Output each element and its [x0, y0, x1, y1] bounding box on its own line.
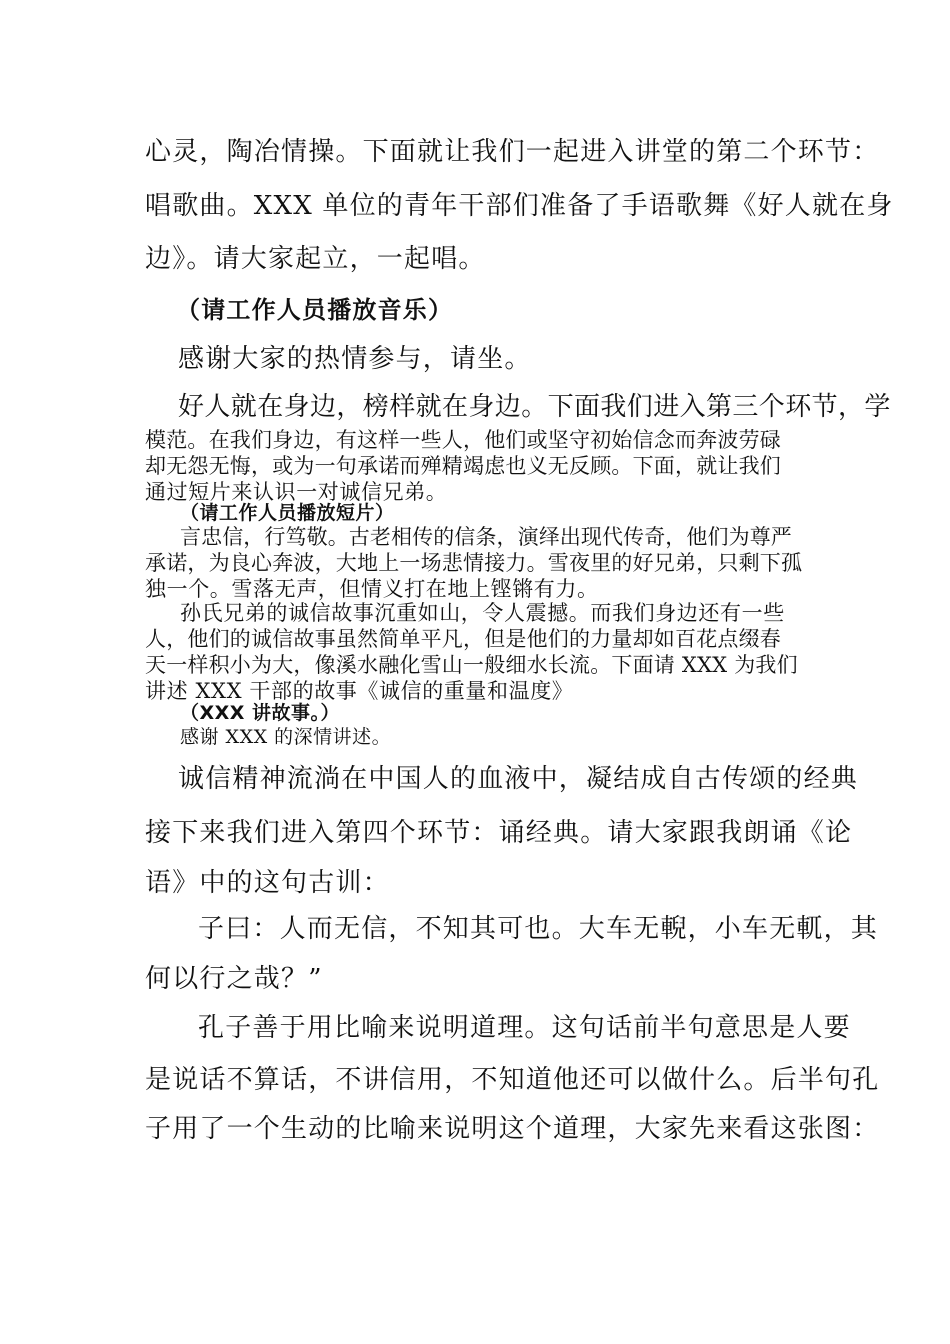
paragraph-line: 独一个。雪落无声，但情义打在地上铿锵有力。: [145, 577, 599, 601]
paragraph-line: 孙氏兄弟的诚信故事沉重如山，令人震撼。而我们身边还有一些: [180, 601, 785, 625]
quote-line: 何以行之哉？”: [145, 964, 323, 994]
paragraph-line: 子用了一个生动的比喻来说明这个道理，大家先来看这张图：: [145, 1114, 880, 1144]
paragraph-line: 却无怨无悔，或为一句承诺而殚精竭虑也义无反顾。下面，就让我们: [145, 454, 781, 478]
paragraph-line: 是说话不算话，不讲信用，不知道他还可以做什么。后半句孔: [145, 1065, 880, 1095]
paragraph-line: 模范。在我们身边，有这样一些人，他们或坚守初始信念而奔波劳碌: [145, 428, 781, 452]
paragraph-line: 接下来我们进入第四个环节：诵经典。请大家跟我朗诵《论: [145, 818, 853, 848]
paragraph-line: 唱歌曲。XXX 单位的青年干部们准备了手语歌舞《好人就在身: [145, 191, 894, 221]
paragraph-line: 边》。请大家起立，一起唱。: [145, 244, 486, 274]
paragraph-line: 心灵，陶冶情操。下面就让我们一起进入讲堂的第二个环节：: [145, 137, 880, 167]
paragraph-line: 承诺，为良心奔波，大地上一场悲情接力。雪夜里的好兄弟，只剩下孤: [145, 551, 803, 575]
paragraph-line: 好人就在身边，榜样就在身边。下面我们进入第三个环节，学: [178, 392, 891, 422]
paragraph-line: 语》中的这句古训：: [145, 868, 390, 898]
stage-direction: （请工作人员播放音乐）: [176, 296, 454, 324]
stage-direction: （请工作人员播放短片）: [180, 502, 395, 524]
quote-line: 子曰：人而无信，不知其可也。大车无輗，小车无軏，其: [198, 914, 879, 944]
paragraph-line: 言忠信，行笃敬。古老相传的信条，演绎出现代传奇，他们为尊严: [180, 525, 792, 549]
paragraph-line: 通过短片来认识一对诚信兄弟。: [145, 480, 448, 504]
paragraph-line: 孔子善于用比喻来说明道理。这句话前半句意思是人要: [198, 1013, 851, 1043]
paragraph-line: 诚信精神流淌在中国人的血液中，凝结成自古传颂的经典: [178, 764, 859, 794]
paragraph-line: 人，他们的诚信故事虽然简单平凡，但是他们的力量却如百花点缀春: [145, 627, 781, 651]
paragraph-line: 感谢大家的热情参与，请坐。: [178, 344, 532, 374]
paragraph-line: 感谢 XXX 的深情讲述。: [180, 726, 392, 748]
stage-direction: （XXX 讲故事。）: [180, 702, 341, 724]
paragraph-line: 天一样积小为大，像溪水融化雪山一般细水长流。下面请 XXX 为我们: [145, 653, 798, 677]
paragraph-line: 讲述 XXX 干部的故事《诚信的重量和温度》: [145, 679, 574, 703]
